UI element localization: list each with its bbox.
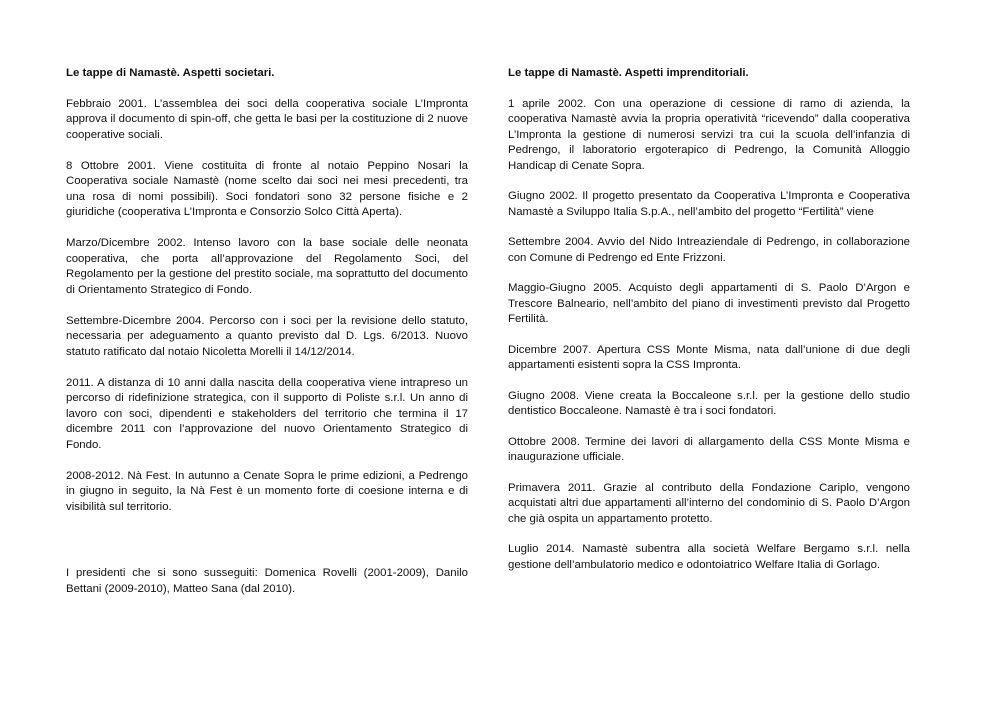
paragraph-na-fest: 2008-2012. Nà Fest. In autunno a Cenate Sopra le prime edizioni, a Pedrengo in giugno in seguito, la Nà Fest è un momento forte di coesione interna e di visibilità sul territorio. <box>66 469 468 513</box>
paragraph-jun-2002: Giugno 2002. Il progetto presentato da Cooperativa L’Impronta e Cooperativa Namastè a Sviluppo Italia S.p.A., nell’ambito del progetto “Fertilità” viene <box>508 190 910 218</box>
paragraph-oct-2001: 8 Ottobre 2001. Viene costituita di fronte al notaio Peppino Nosari la Cooperativa sociale Namastè (nome scelto dai soci nei mesi precedenti, tra una rosa di nomi possibili). Soci fondatori sono 32 persone fisiche e 2 giuridiche (cooperativa L’Impronta e Consorzio Solco Città Aperta). <box>66 159 468 218</box>
heading-societari: Le tappe di Namastè. Aspetti societari. <box>66 67 275 79</box>
paragraph-2005: Maggio-Giugno 2005. Acquisto degli appartamenti di S. Paolo D’Argon e Trescore Balneario, nell’ambito del piano di investimenti previsto dal Progetto Fertilità. <box>508 282 910 325</box>
paragraph-jul-2014: Luglio 2014. Namastè subentra alla società Welfare Bergamo s.r.l. nella gestione dell’ambulatorio medico e odontoiatrico Welfare Italia di Gorlago. <box>508 543 910 571</box>
paragraph-oct-2008: Ottobre 2008. Termine dei lavori di allargamento della CSS Monte Misma e inaugurazione ufficiale. <box>508 435 910 463</box>
paragraph-jun-2008: Giugno 2008. Viene creata la Boccaleone s.r.l. per la gestione dello studio dentistico Boccaleone. Namastè è tra i soci fondatori. <box>508 389 910 417</box>
paragraph-presidents: I presidenti che si sono susseguiti: Domenica Rovelli (2001-2009), Danilo Bettani (2009-2010), Matteo Sana (dal 2010). <box>66 567 468 595</box>
paragraph-2011: 2011. A distanza di 10 anni dalla nascita della cooperativa viene intrapreso un percorso di ridefinizione strategica, con il supporto di Poliste s.r.l. Un anno di lavoro con soci, dipendenti e stakeholders del territorio che termina il 17 dicembre 2011 con l’approvazione del nuovo Orientamento Strategico di Fondo. <box>66 376 468 451</box>
paragraph-2002: Marzo/Dicembre 2002. Intenso lavoro con la base sociale delle neonata cooperativa, che porta all’approvazione del Regolamento Soci, del Regolamento per la gestione del prestito sociale, ma soprattutto del documento di Orientamento Strategico di Fondo. <box>66 237 468 296</box>
heading-imprenditoriali: Le tappe di Namastè. Aspetti imprenditoriali. <box>508 67 749 79</box>
paragraph-2004: Settembre-Dicembre 2004. Percorso con i soci per la revisione dello statuto, necessaria per adeguamento a quanto previsto dal D. Lgs. 6/2013. Nuovo statuto ratificato dal notaio Nicoletta Morelli il 14/12/2014. <box>66 314 468 358</box>
paragraph-feb-2001: Febbraio 2001. L’assemblea dei soci della cooperativa sociale L’Impronta approva il documento di spin-off, che getta le basi per la costituzione di 2 nuove cooperative sociali. <box>66 97 468 141</box>
paragraph-2011-spring: Primavera 2011. Grazie al contributo della Fondazione Cariplo, vengono acquistati altri due appartamenti all’interno del condominio di S. Paolo D’Argon che già ospita un appartamento protetto. <box>508 481 910 525</box>
column-imprenditoriali <box>508 66 910 588</box>
column-societari <box>66 66 468 613</box>
paragraph-apr-2002: 1 aprile 2002. Con una operazione di cessione di ramo di azienda, la cooperativa Namastè avvia la propria operatività “ricevendo” dalla cooperativa L’Impronta la gestione di numerosi servizi tra cui la scuola dell’infanzia di Pedrengo, il laboratorio ergoterapico di Pedrengo, la Comunità Alloggio Handicap di Cenate Sopra. <box>508 97 910 172</box>
paragraph-dec-2007: Dicembre 2007. Apertura CSS Monte Misma, nata dall’unione di due degli appartamenti esistenti sopra la CSS Impronta. <box>508 343 910 371</box>
paragraph-sep-2004: Settembre 2004. Avvio del Nido Intreaziendale di Pedrengo, in collaborazione con Comune di Pedrengo ed Ente Frizzoni. <box>508 236 910 264</box>
